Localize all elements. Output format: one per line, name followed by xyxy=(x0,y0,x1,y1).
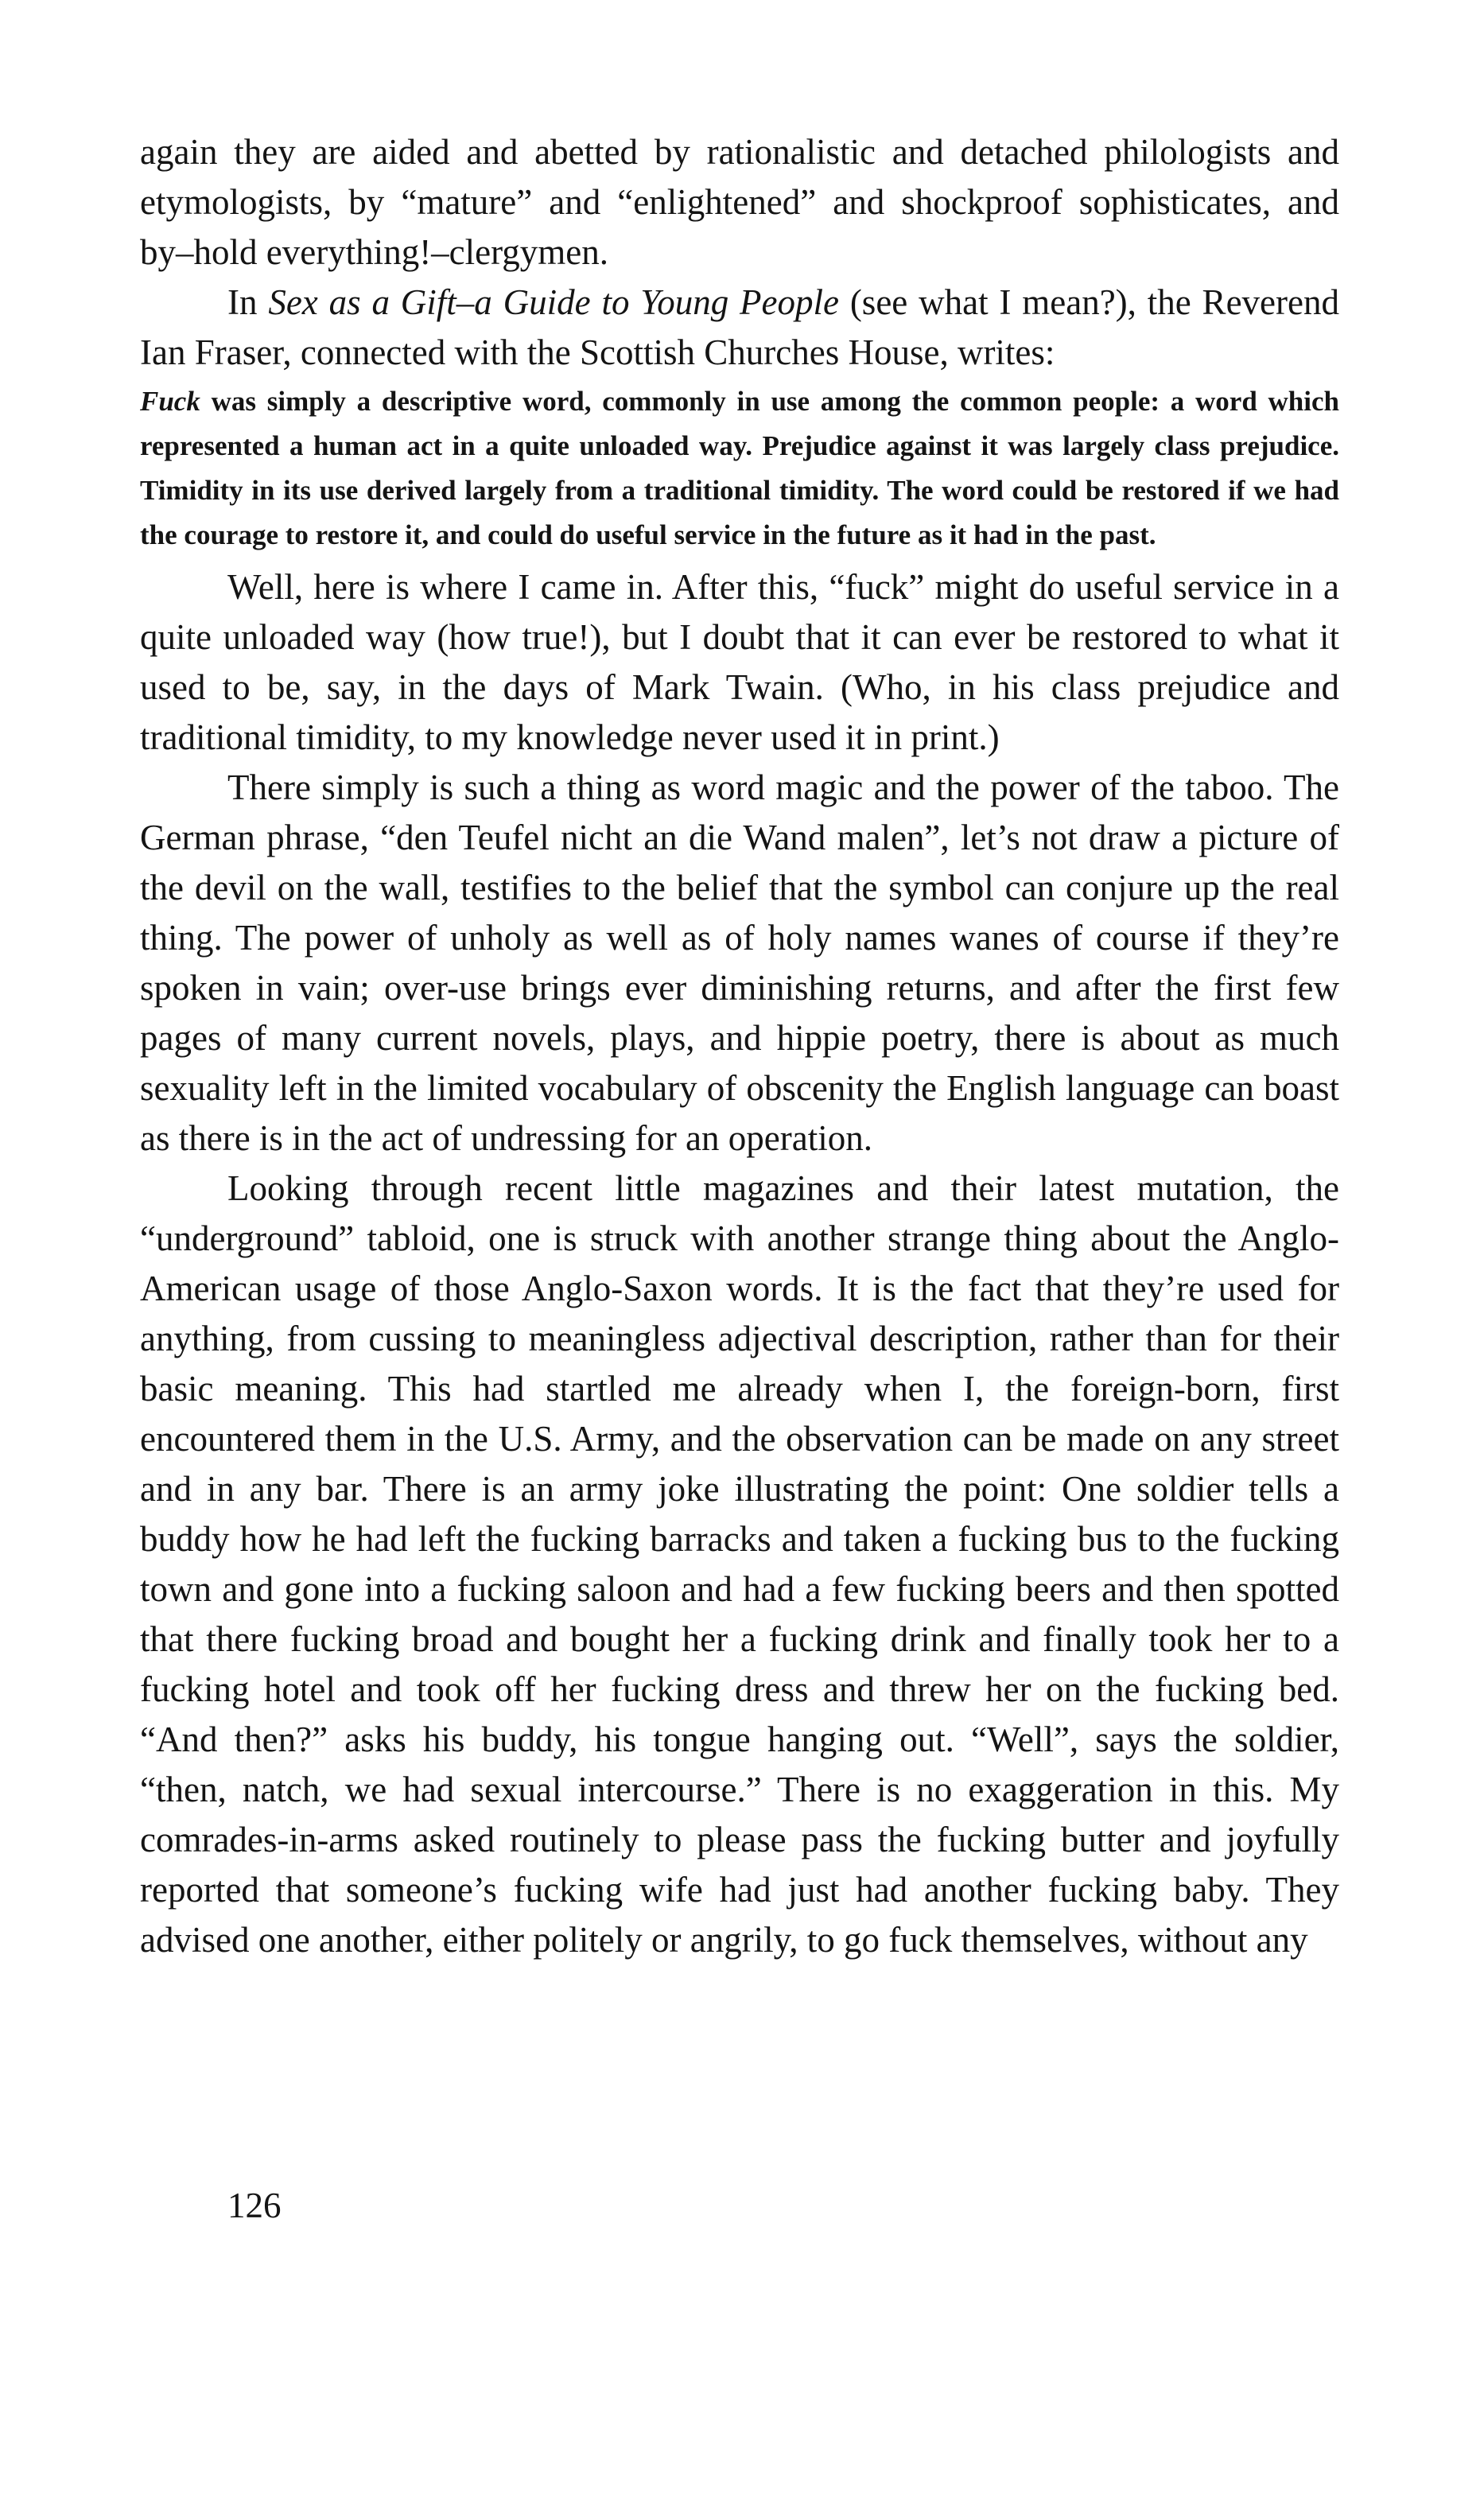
block-quote-body: was simply a descriptive word, commonly in use among the common people: a word which represented a human act in a quite unloaded way. Prejudice against it was largely class prejudice. Timidity in its use derived largely from a traditional timidity. The word could be restored if we had the courage to restore it, and could do useful service in the future as it had in the past. xyxy=(140,386,1339,550)
paragraph-continuation: again they are aided and abetted by rationalistic and detached philologists and etymologists, by “mature” and “enlightened” and shockproof sophisticates, and by–hold everything!–clergymen. xyxy=(140,132,1339,272)
page-number: 126 xyxy=(227,2186,282,2225)
book-title: Sex as a Gift–a Guide to Young People xyxy=(268,282,839,322)
paragraph-text-post: (see what I mean?), the Reverend Ian Fraser, connected with the Scottish Churches House, writes: xyxy=(140,282,1339,372)
paragraph-underground: Looking through recent little magazines and their latest mutation, the “underground” tabloid, one is struck with another strange thing about the Anglo-American usage of those Anglo-Saxon words. It is the fact that they’re used for anything, from cussing to meaningless adjectival description, rather than for their basic meaning. This had startled me already when I, the foreign-born, first encountered them in the U.S. Army, and the observation can be made on any street and in any bar. There is an army joke illustrating the point: One soldier tells a buddy how he had left the fucking barracks and taken a fucking bus to the fucking town and gone into a fucking saloon and had a few fucking beers and then spotted that there fucking broad and bought her a fucking drink and finally took her to a fucking hotel and took off her fucking dress and threw her on the fucking bed. “And then?” asks his buddy, his tongue hanging out. “Well”, says the soldier, “then, natch, we had sexual intercourse.” There is no exaggeration in this. My comrades-in-arms asked routinely to please pass the fucking butter and joyfully reported that someone’s fucking wife had just had another fucking baby. They advised one another, either politely or angrily, to go fuck themselves, without any xyxy=(140,1168,1339,1960)
block-quote xyxy=(140,379,1339,558)
paragraph-text-pre: In xyxy=(227,282,269,322)
paragraph-came-in: Well, here is where I came in. After this, “fuck” might do useful service in a quite unloaded way (how true!), but I doubt that it can ever be restored to what it used to be, say, in the days of Mark Twain. (Who, in his class prejudice and traditional timidity, to my knowledge never used it in print.) xyxy=(140,567,1339,757)
book-page xyxy=(140,127,1339,2434)
block-quote-lead-word: Fuck xyxy=(140,386,200,417)
paragraph-fraser-intro xyxy=(140,278,1339,378)
paragraph-word-magic: There simply is such a thing as word magic and the power of the taboo. The German phrase, “den Teufel nicht an die Wand malen”, let’s not draw a picture of the devil on the wall, testifies to the belief that the symbol can conjure up the real thing. The power of unholy as well as of holy names wanes of course if they’re spoken in vain; over-use brings ever diminishing returns, and after the first few pages of many current novels, plays, and hippie poetry, there is about as much sexuality left in the limited vocabulary of obscenity the English language can boast as there is in the act of undressing for an operation. xyxy=(140,767,1339,1158)
